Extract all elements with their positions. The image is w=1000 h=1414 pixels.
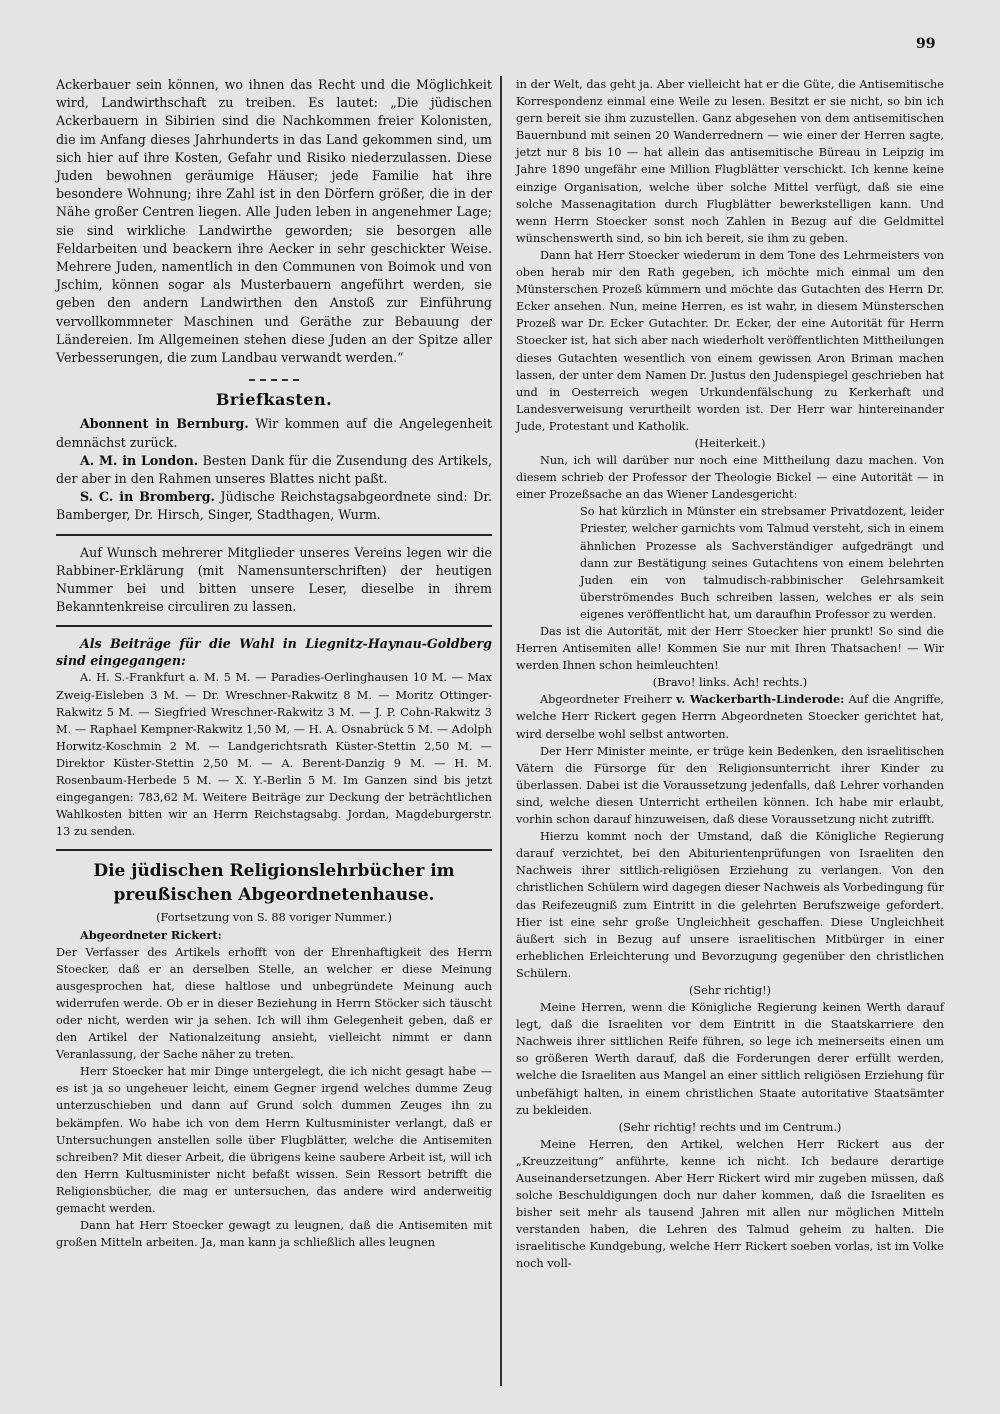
letter-entry [56,488,492,524]
reaction-note: (Sehr richtig! rechts und im Centrum.) [618,1120,842,1134]
article-paragraph: in der Welt, das geht ja. Aber vielleicht hat er die Güte, die Antisemitische Korrespondenz einmal eine Weile zu lesen. Besitzt er sie nicht, so bin ich gern bereit sie ihm zuzustellen. Ganz abgesehen von dem antisemitischen Bauernbund mit seinen 20 Wanderrednern — wie einer der Herren sagte, jetzt nur 8 bis 10 — hat allein das antisemitische Büreau in Leipzig im Jahre 1890 ungefähr eine Million Flugblätter verschickt. Ich kenne keine einzige Organisation, welche über solche Mittel verfügt, daß sie eine solche Massenagitation durch Flugblätter bewerkstelligen kann. Und wenn Herrn Stoecker sonst noch Zahlen in Bezug auf die Geldmittel wünschenswerth sind, so bin ich bereit, sie ihm zu geben. [516,78,944,245]
article-paragraph: Nun, ich will darüber nur noch eine Mittheilung dazu machen. Von diesem schrieb der Professor der Theologie Bickel — eine Autorität — in einer Prozeßsache an das Wiener Landesgericht: [516,454,944,502]
reaction-note: (Heiterkeit.) [694,436,766,450]
letter-addressee: Abonnent in Bernburg. [80,416,249,432]
block-quote: So hat kürzlich in Münster ein strebsamer Privatdozent, leider Priester, welcher garnichts vom Talmud versteht, sich in einem ähnlichen Prozesse als Sachverständiger aufgedrängt und dann zur Bestätigung seines Gutachtens von einem belehrten Juden ein von talmudisch-rabbinischer Gelehrsamkeit überströmendes Buch schreiben lassen, welches er als sein eigenes veröffentlicht hat, um daraufhin Professor zu werden. [580,505,944,621]
speaker-text: Auf die Angriffe, welche Herr Rickert gegen Herrn Abgeordneten Stoecker gerichtet hat, wird derselbe wohl selbst antworten. [516,693,945,741]
section-divider [249,379,299,381]
letter-entry [56,415,492,451]
article-paragraph: Dann hat Herr Stoecker wiederum in dem Tone des Lehrmeisters von oben herab mir den Rath gegeben, ich möchte mich einmal um den Münsterschen Prozeß kümmern und möchte das Gutachten des Herrn Dr. Ecker ansehen. Nun, meine Herren, es ist wahr, in diesem Münsterschen Prozeß war Dr. Ecker Gutachter. Dr. Ecker, der eine Autorität für Herrn Stoecker ist, hat sich aber nach wiederholt veröffentlichten Mittheilungen dieses Gutachten wesentlich von einem gewissen Aron Briman machen lassen, der unter dem Namen Dr. Justus den Judenspiegel geschrieben hat und in Oesterreich wegen Urkundenfälschung zu Kerkerhaft und Landesverweisung verurtheilt worden ist. Der Herr war hintereinander Jude, Protestant und Katholik. [516,248,944,433]
article-paragraph: Hierzu kommt noch der Umstand, daß die Königliche Regierung darauf verzichtet, bei den Abiturientenprüfungen von Israeliten den Nachweis ihrer sittlich-religiösen Erziehung zu verlangen. Von den christlichen Schülern wird dagegen dieser Nachweis als Vorbedingung für das Reifezeugniß zum Eintritt in die gelehrten Berufszweige gefordert. Hier ist eine sehr große Ungleichheit geschaffen. Diese Ungleichheit äußert sich in Bezug auf unsere israelitischen Mitbürger in einer erheblichen Erleichterung und Bevorzugung gegenüber den christlichen Schülern. [516,830,944,980]
article-paragraph: Meine Herren, den Artikel, welchen Herr Rickert aus der „Kreuzzeitung“ anführte, kenne ich nicht. Ich bedaure derartige Auseinandersetzungen. Aber Herr Rickert wird mir zugeben müssen, daß solche Beschuldigungen doch nur daher kommen, daß die Israeliten es bisher seit mehr als tausend Jahren mit allen nur möglichen Mitteln verstanden haben, die Lehren des Talmud geheim zu halten. Die israelitische Kundgebung, welche Herr Rickert soeben vorlas, ist im Volke noch voll- [516,1137,944,1271]
letter-entry [56,452,492,488]
notice-paragraph: Auf Wunsch mehrerer Mitglieder unseres Vereins legen wir die Rabbiner-Erklärung (mit Namensunterschriften) der heutigen Nummer bei und bitten unsere Leser, dieselbe in ihrem Bekanntenkreise circuliren zu lassen. [56,544,492,615]
section-rule [56,849,492,851]
article-paragraph: Meine Herren, wenn die Königliche Regierung keinen Werth darauf legt, daß die Israeliten vor dem Eintritt in die Staatskarriere den Nachweis ihrer sittlichen Reife führen, so lege ich meinerseits einen um so größeren Werth darauf, daß die Forderungen derer erfüllt werden, welche die Israeliten aus Mangel an einer sittlich religiösen Erziehung für unbefähigt halten, in einem christlichen Staate autoritative Staatsämter zu bekleiden. [516,1001,944,1117]
donations-heading: Als Beiträge für die Wahl in Liegnitz-Haynau-Goldberg sind eingegangen: [56,636,492,669]
letter-text: Jüdische Reichstagsabgeordnete sind: Dr. Bamberger, Dr. Hirsch, Singer, Stadthagen, Wurm. [56,489,492,523]
article-paragraph: Der Verfasser des Artikels erhofft von der Ehrenhaftigkeit des Herrn Stoecker, daß er an derselben Stelle, an welcher er diese Meinung ausgesprochen hat, diese haltlose und unbegründete Meinung auch widerrufen werde. Ob er in dieser Beziehung in Herrn Stöcker sich täuscht oder nicht, werden wir ja sehen. Ich will ihm Gelegenheit geben, daß er den Artikel der Nationalzeitung ansieht, vielleicht nimmt er dann Veranlassung, der Sache näher zu treten. [56,945,492,1062]
section-rule [56,534,492,536]
letter-text: Besten Dank für die Zusendung des Artikels, der aber in den Rahmen unseres Blattes nicht paßt. [56,452,493,487]
article-paragraph: Dann hat Herr Stoecker gewagt zu leugnen, daß die Antisemiten mit großen Mitteln arbeiten. Ja, man kann ja schließlich alles leugnen [56,1219,492,1250]
speaker-name: v. Wackerbarth-Linderode: [676,692,845,707]
speaker-paragraph [516,691,944,742]
page-number: 99 [916,36,936,52]
briefkasten-title: Briefkasten. [215,390,333,410]
reaction-note: (Sehr richtig!) [688,983,772,997]
article-paragraph: Der Herr Minister meinte, er trüge kein Bedenken, den israelitischen Vätern die Fürsorge für den Religionsunterricht ihrer Kinder zu überlassen. Dabei ist die Voraussetzung jedenfalls, daß Lehrer vorhanden sind, welche diesen Unterricht ertheilen können. Ich habe mir erlaubt, vorhin schon darauf hinzuweisen, daß diese Voraussetzung nicht zutrifft. [516,744,944,827]
right-column [516,76,944,1273]
letter-addressee: A. M. in London. [80,452,199,468]
intro-paragraph: Ackerbauer sein können, wo ihnen das Recht und die Möglichkeit wird, Landwirthschaft zu treiben. Es lautet: „Die jüdischen Ackerbauern in Sibirien sind die Nachkommen freier Kolonisten, die im Anfang dieses Jahrhunderts in das Land gekommen sind, um sich hier auf ihre Kosten, Gefahr und Risiko niederzulassen. Diese Juden bewohnen geräumige Häuser; jede Familie hat ihre besondere Wohnung; ihre Zahl ist in den Dörfern größer, die in der Nähe großer Centren liegen. Alle Juden leben in angenehmer Lage; sie sind wirkliche Landwirthe geworden; sie besorgen alle Feldarbeiten und beackern ihre Aecker in sehr geschickter Weise. Mehrere Juden, namentlich in den Communen von Boimok und von Jschim, können sogar als Musterbauern angeführt werden, sie geben den andern Landwirthen den Anstoß zur Einführung vervollkommneter Maschinen und Geräthe zur Bebauung der Ländereien. Im Allgemeinen stehen diese Juden an der Spitze aller Verbesserungen, die zum Landbau verwandt werden.“ [56,77,492,366]
continuation-note: (Fortsetzung von S. 88 voriger Nummer.) [156,911,392,925]
left-column [56,76,492,1251]
reaction-note: (Bravo! links. Ach! rechts.) [652,676,808,690]
article-paragraph: Herr Stoecker hat mir Dinge untergelegt, die ich nicht gesagt habe — es ist ja so ungeheuer leicht, einem Gegner irgend welches dumme Zeug unterzuschieben und dann auf Grund solch dummen Zeuges ihn zu bekämpfen. Wo habe ich von dem Herrn Kultusminister verlangt, daß er Untersuchungen anstellen solle über Flugblätter, welche die Antisemiten schreiben? Mit dieser Arbeit, die übrigens keine saubere Arbeit ist, will ich den Herrn Kultusminister nicht befaßt wissen. Sein Ressort betrifft die Religionsbücher, die mag er untersuchen, das andere wird anderweitig gemacht werden. [56,1065,492,1216]
speaker-label: Abgeordneter Rickert: [80,927,222,942]
article-title: Die jüdischen Religionslehrbücher im preußischen Abgeordnetenhause. [93,861,455,906]
speaker-prefix: Abgeordneter Freiherr [540,693,676,707]
donations-list: A. H. S.-Frankfurt a. M. 5 M. — Paradies-Oerlinghausen 10 M. — Max Zweig-Eisleben 3 M. — Dr. Wreschner-Rakwitz 8 M. — Moritz Ottinger-Rakwitz 5 M. — Siegfried Wreschner-Rakwitz 3 M. — J. P. Cohn-Rakwitz 3 M. — Raphael Kempner-Rakwitz 1,50 M, — H. A. Osnabrück 5 M. — Adolph Horwitz-Koschmin 2 M. — Landgerichtsrath Küster-Stettin 2,50 M. — Direktor Küster-Stettin 2,50 M. — A. Berent-Danzig 9 M. — H. M. Rosenbaum-Herbede 5 M. — X. Y.-Berlin 5 M. Im Ganzen sind bis jetzt eingegangen: 783,62 M. Weitere Beiträge zur Deckung der beträchtlichen Wahlkosten bitten wir an Herrn Reichstagsabg. Jordan, Magdeburgerstr. 13 zu senden. [56,671,492,839]
section-rule [56,625,492,627]
letter-text: Wir kommen auf die Angelegenheit demnächst zurück. [56,416,492,450]
article-paragraph: Das ist die Autorität, mit der Herr Stoecker hier prunkt! So sind die Herren Antisemiten alle! Kommen Sie nur mit Ihren Thatsachen! — Wir werden Ihnen schon heimleuchten! [516,625,944,673]
column-divider [500,76,502,1386]
letter-addressee: S. C. in Bromberg. [80,489,215,505]
